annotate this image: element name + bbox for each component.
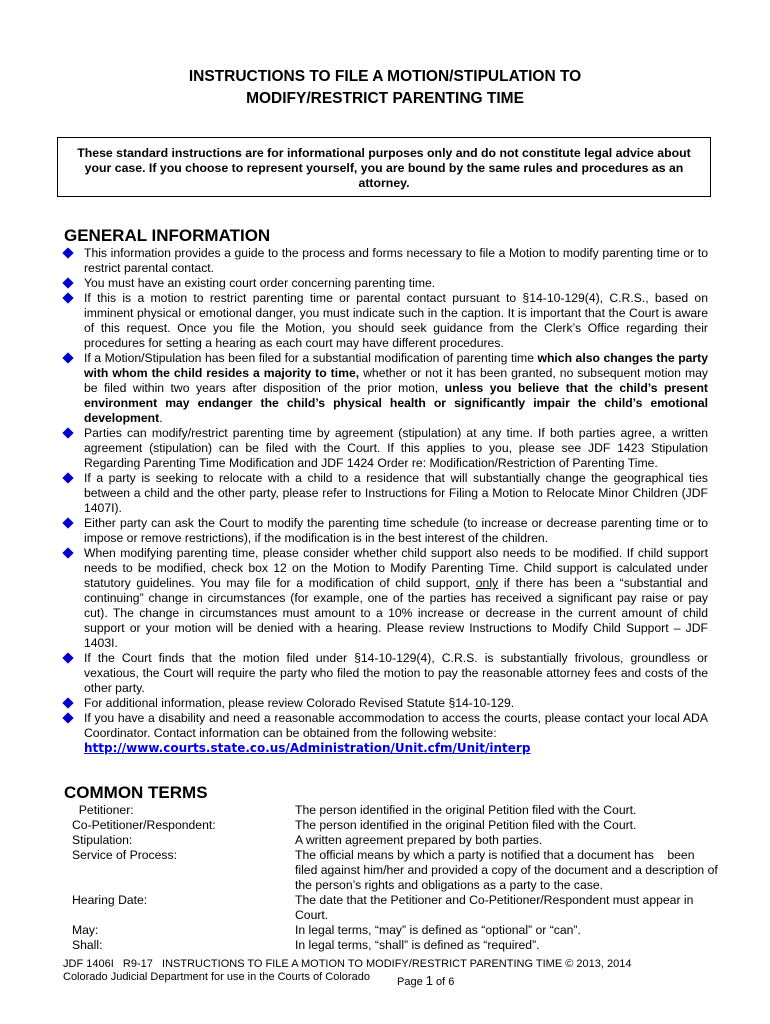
list-item: You must have an existing court order concerning parenting time. xyxy=(62,276,708,291)
diamond-bullet-icon xyxy=(62,517,73,528)
list-item: Either party can ask the Court to modify the parenting time schedule (to increase or decrease parenting time or to impose or remove restrictions), if the modification is in the best interest of the children. xyxy=(62,516,708,546)
list-item: For additional information, please review Colorado Revised Statute §14-10-129. xyxy=(62,696,708,711)
term-row-hearing-date: Hearing Date: The date that the Petitioner and Co-Petitioner/Respondent must appear in Court. xyxy=(72,893,694,922)
list-item: Parties can modify/restrict parenting time by agreement (stipulation) at any time. If both parties agree, a written agreement (stipulation) can be filed with the Court. If this applies to you, please see JDF 1423 Stipulation Regarding Parenting Time Modification and JDF 1424 Order re: Modification/Restriction of Parenting Time. xyxy=(62,426,708,471)
term-row-stipulation: Stipulation: A written agreement prepared by both parties. xyxy=(72,833,543,847)
diamond-bullet-icon xyxy=(62,547,73,558)
diamond-bullet-icon xyxy=(62,697,73,708)
diamond-bullet-icon xyxy=(62,352,73,363)
title-line-1: INSTRUCTIONS TO FILE A MOTION/STIPULATION TO xyxy=(188,68,582,85)
legal-notice-box xyxy=(57,137,711,197)
diamond-bullet-icon xyxy=(62,427,73,438)
general-information-heading: GENERAL INFORMATION xyxy=(64,226,271,245)
term-row-may: May: In legal terms, “may” is defined as “optional” or “can”. xyxy=(72,923,581,937)
list-item: If a Motion/Stipulation has been filed for a substantial modification of parenting time which also changes the party with whom the child resides a majority to time, whether or not it has been granted, no subsequent motion may be filed within two years after disposition of the prior motion, unless you believe that the child’s present environment may endanger the child’s physical health or significantly impair the child’s emotional development. xyxy=(62,351,708,426)
list-item: When modifying parenting time, please consider whether child support also needs to be modified. If child support needs to be modified, check box 12 on the Motion to Modify Parenting Time. Child support is calculated under statutory guidelines. You may file for a modification of child support, only if there has been a “substantial and continuing” change in circumstances (for example, one of the parties has received a significant pay raise or pay cut). The change in circumstances must amount to a 10% increase or decrease in the current amount of child support or your motion will be denied with a hearing. Please review Instructions to Modify Child Support – JDF 1403I. xyxy=(62,546,708,651)
term-row-shall: Shall: In legal terms, “shall” is defined as “required”. xyxy=(72,938,540,952)
footer-form-id: JDF 1406I R9-17 INSTRUCTIONS TO FILE A MOTION TO MODIFY/RESTRICT PARENTING TIME © 2013, 2014 xyxy=(63,958,632,970)
term-row-co-petitioner: Co-Petitioner/Respondent: The person identified in the original Petition filed with the Court. xyxy=(72,818,637,832)
footer-department: Colorado Judicial Department for use in the Courts of Colorado xyxy=(63,971,370,983)
diamond-bullet-icon xyxy=(62,712,73,723)
general-information-list xyxy=(62,246,708,756)
diamond-bullet-icon xyxy=(62,247,73,258)
title-line-2: MODIFY/RESTRICT PARENTING TIME xyxy=(246,90,524,107)
term-row-petitioner: Petitioner: The person identified in the original Petition filed with the Court. xyxy=(78,803,637,817)
list-item: If you have a disability and need a reasonable accommodation to access the courts, please contact your local ADA Coordinator. Contact information can be obtained from the following website: http://www.courts.state.co.us/Administration/Unit.cfm/Unit/interp xyxy=(62,711,708,756)
document-title xyxy=(0,66,770,110)
ada-coordinator-link[interactable]: http://www.courts.state.co.us/Administration/Unit.cfm/Unit/interp xyxy=(84,741,531,755)
legal-notice-text: These standard instructions are for informational purposes only and do not constitute legal advice about your case. If you choose to represent yourself, you are bound by the same rules and procedures as an attorney. xyxy=(77,146,691,190)
term-row-service-of-process: Service of Process: The official means by which a party is notified that a document has been filed against him/her and provided a copy of the document and a description of the person’s rights and obligations as a party to the case. xyxy=(72,848,722,892)
list-item: If a party is seeking to relocate with a child to a residence that will substantially change the geographical ties between a child and the other party, please refer to Instructions for Filing a Motion to Relocate Minor Children (JDF 1407I). xyxy=(62,471,708,516)
list-item: This information provides a guide to the process and forms necessary to file a Motion to modify parenting time or to restrict parental contact. xyxy=(62,246,708,276)
list-item: If this is a motion to restrict parenting time or parental contact pursuant to §14-10-129(4), C.R.S., based on imminent physical or emotional danger, you must indicate such in the caption. It is important that the Court is aware of this request. Once you file the Motion, you should seek guidance from the Clerk’s Office regarding their procedures for setting a hearing as each court may have different procedures. xyxy=(62,291,708,351)
page-footer xyxy=(63,958,723,984)
diamond-bullet-icon xyxy=(62,292,73,303)
diamond-bullet-icon xyxy=(62,277,73,288)
list-item: If the Court finds that the motion filed under §14-10-129(4), C.R.S. is substantially frivolous, groundless or vexatious, the Court will require the party who filed the motion to pay the reasonable attorney fees and costs of the other party. xyxy=(62,651,708,696)
common-terms-list xyxy=(60,803,720,953)
diamond-bullet-icon xyxy=(62,472,73,483)
page-number: Page 1 of 6 xyxy=(397,973,455,988)
common-terms-heading: COMMON TERMS xyxy=(64,783,208,802)
diamond-bullet-icon xyxy=(62,652,73,663)
